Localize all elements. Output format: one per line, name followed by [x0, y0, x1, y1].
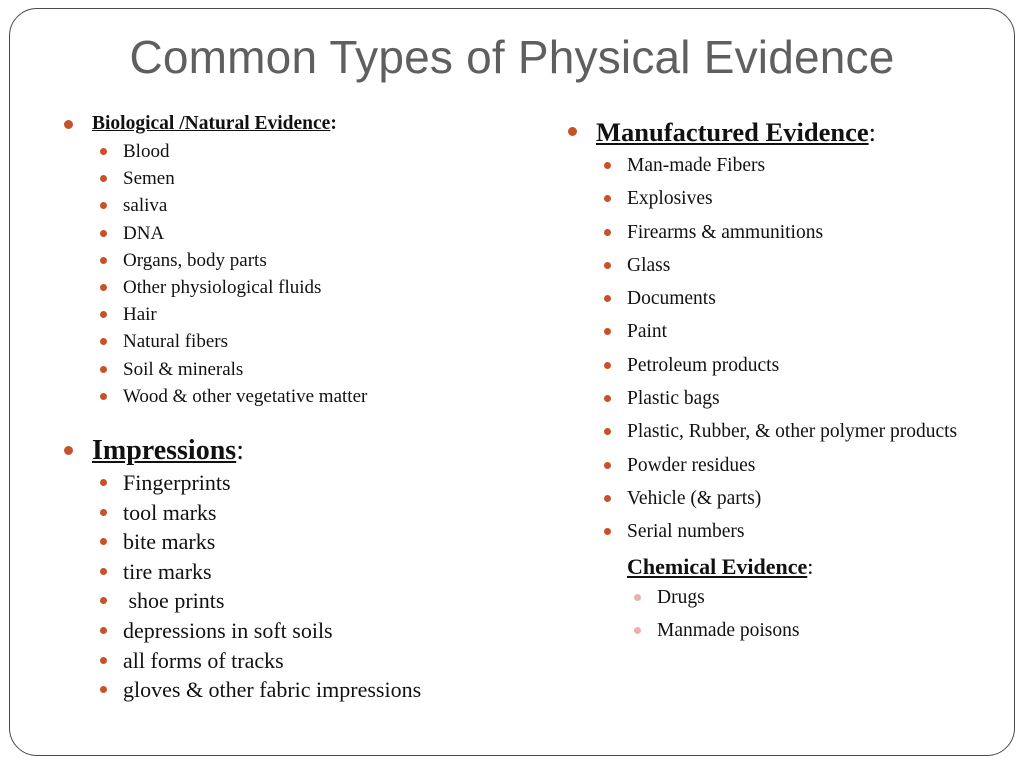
- impressions-heading: [62, 434, 502, 468]
- list-item: [566, 152, 986, 179]
- list-item-text: gloves & other fabric impressions: [123, 677, 422, 703]
- list-item-text: shoe prints: [123, 588, 225, 614]
- list-item: [62, 498, 502, 528]
- list-item: [566, 285, 986, 312]
- bullet-icon: [100, 230, 107, 237]
- list-item-text: Glass: [627, 254, 671, 276]
- manufactured-heading-colon: :: [868, 117, 876, 147]
- list-item-text: Organs, body parts: [123, 249, 267, 271]
- list-item-text: Plastic bags: [627, 388, 720, 410]
- list-item-text: Explosives: [627, 188, 713, 210]
- bullet-icon: [100, 568, 107, 575]
- bullet-icon: [604, 162, 611, 169]
- bullet-icon: [100, 148, 107, 155]
- impressions-list: [62, 468, 502, 705]
- list-item: [62, 616, 502, 646]
- list-item: [566, 352, 986, 379]
- list-item-text: Petroleum products: [627, 354, 780, 376]
- bullet-icon: [604, 528, 611, 535]
- chemical-heading-text: Chemical Evidence: [627, 553, 808, 579]
- chemical-list: [566, 584, 986, 645]
- list-item: [566, 617, 986, 644]
- list-item-text: tire marks: [123, 558, 212, 584]
- list-item-text: Semen: [123, 168, 175, 190]
- list-item-text: Documents: [627, 288, 716, 310]
- list-item-text: Other physiological fluids: [123, 277, 322, 299]
- manufactured-heading-text: Manufactured Evidence: [596, 117, 869, 147]
- list-item-text: Plastic, Rubber, & other polymer products: [627, 421, 958, 443]
- chemical-heading: [566, 552, 986, 582]
- list-item: [566, 452, 986, 479]
- list-item-text: depressions in soft soils: [123, 618, 333, 643]
- bullet-icon: [568, 127, 577, 136]
- bullet-icon: [100, 657, 107, 664]
- list-item-text: tool marks: [123, 499, 217, 525]
- bullet-icon: [100, 627, 107, 634]
- bullet-icon: [604, 262, 611, 269]
- list-item-text: Drugs: [657, 586, 705, 608]
- bullet-icon: [100, 479, 107, 486]
- page-title: Common Types of Physical Evidence: [129, 31, 895, 83]
- list-item-text: saliva: [123, 195, 168, 217]
- list-item: [566, 418, 986, 445]
- bullet-icon: [100, 202, 107, 209]
- list-item: [62, 557, 502, 587]
- list-item-text: DNA: [123, 222, 165, 244]
- bullet-icon: [604, 395, 611, 402]
- list-item: [566, 385, 986, 412]
- list-item: [62, 527, 502, 557]
- left-column: [62, 110, 502, 705]
- list-item-text: Firearms & ammunitions: [627, 221, 824, 243]
- list-item-text: Paint: [627, 321, 668, 343]
- list-item-text: Serial numbers: [627, 521, 745, 543]
- impressions-heading-text: Impressions: [92, 435, 237, 467]
- bullet-icon: [100, 338, 107, 345]
- list-item-text: Fingerprints: [123, 470, 231, 496]
- bullet-icon: [100, 538, 107, 545]
- biological-heading-text: Biological /Natural Evidence: [92, 113, 331, 134]
- list-item: [566, 318, 986, 345]
- bullet-icon: [100, 257, 107, 264]
- bullet-icon: [64, 446, 73, 455]
- bullet-icon: [634, 627, 641, 634]
- list-item: [62, 586, 502, 616]
- list-item: [62, 165, 502, 192]
- bullet-icon: [604, 495, 611, 502]
- list-item-text: Soil & minerals: [123, 358, 244, 380]
- bullet-icon: [100, 509, 107, 516]
- list-item: [566, 252, 986, 279]
- list-item: [62, 646, 502, 676]
- list-item: [566, 219, 986, 246]
- list-item-text: bite marks: [123, 529, 216, 555]
- manufactured-list: [566, 152, 986, 546]
- bullet-icon: [100, 175, 107, 182]
- biological-heading-colon: :: [330, 113, 337, 134]
- bullet-icon: [100, 686, 107, 693]
- list-item-text: Powder residues: [627, 454, 756, 476]
- impressions-heading-colon: :: [236, 435, 244, 467]
- bullet-icon: [634, 594, 641, 601]
- bullet-icon: [64, 120, 73, 129]
- bullet-icon: [604, 295, 611, 302]
- list-item-text: Manmade poisons: [657, 619, 800, 641]
- list-item: [62, 301, 502, 328]
- list-item: [62, 356, 502, 383]
- list-item: [62, 468, 502, 498]
- list-item: [62, 247, 502, 274]
- list-item-text: Natural fibers: [123, 331, 228, 353]
- bullet-icon: [100, 393, 107, 400]
- list-item-text: Vehicle (& parts): [627, 487, 762, 509]
- bullet-icon: [604, 428, 611, 435]
- list-item-text: Blood: [123, 141, 170, 162]
- list-item: [566, 584, 986, 611]
- list-item-text: all forms of tracks: [123, 647, 284, 673]
- bullet-icon: [100, 311, 107, 318]
- bullet-icon: [100, 284, 107, 291]
- list-item-text: Man-made Fibers: [627, 155, 766, 176]
- list-item: [62, 192, 502, 219]
- list-item: [62, 138, 502, 165]
- bullet-icon: [604, 362, 611, 369]
- bullet-icon: [604, 195, 611, 202]
- list-item: [62, 220, 502, 247]
- list-item-text: Hair: [123, 304, 157, 326]
- right-column: [566, 114, 986, 650]
- list-item: [566, 518, 986, 545]
- list-item: [62, 274, 502, 301]
- list-item: [62, 328, 502, 355]
- bullet-icon: [604, 229, 611, 236]
- biological-heading: [62, 110, 502, 138]
- biological-list: [62, 138, 502, 410]
- list-item: [62, 383, 502, 410]
- list-item: [566, 485, 986, 512]
- list-item-text: Wood & other vegetative matter: [123, 385, 368, 407]
- list-item: [62, 675, 502, 705]
- list-item: [566, 185, 986, 212]
- manufactured-heading: [566, 114, 986, 150]
- bullet-icon: [100, 366, 107, 373]
- bullet-icon: [604, 328, 611, 335]
- bullet-icon: [604, 462, 611, 469]
- bullet-icon: [100, 597, 107, 604]
- chemical-heading-colon: :: [807, 553, 814, 579]
